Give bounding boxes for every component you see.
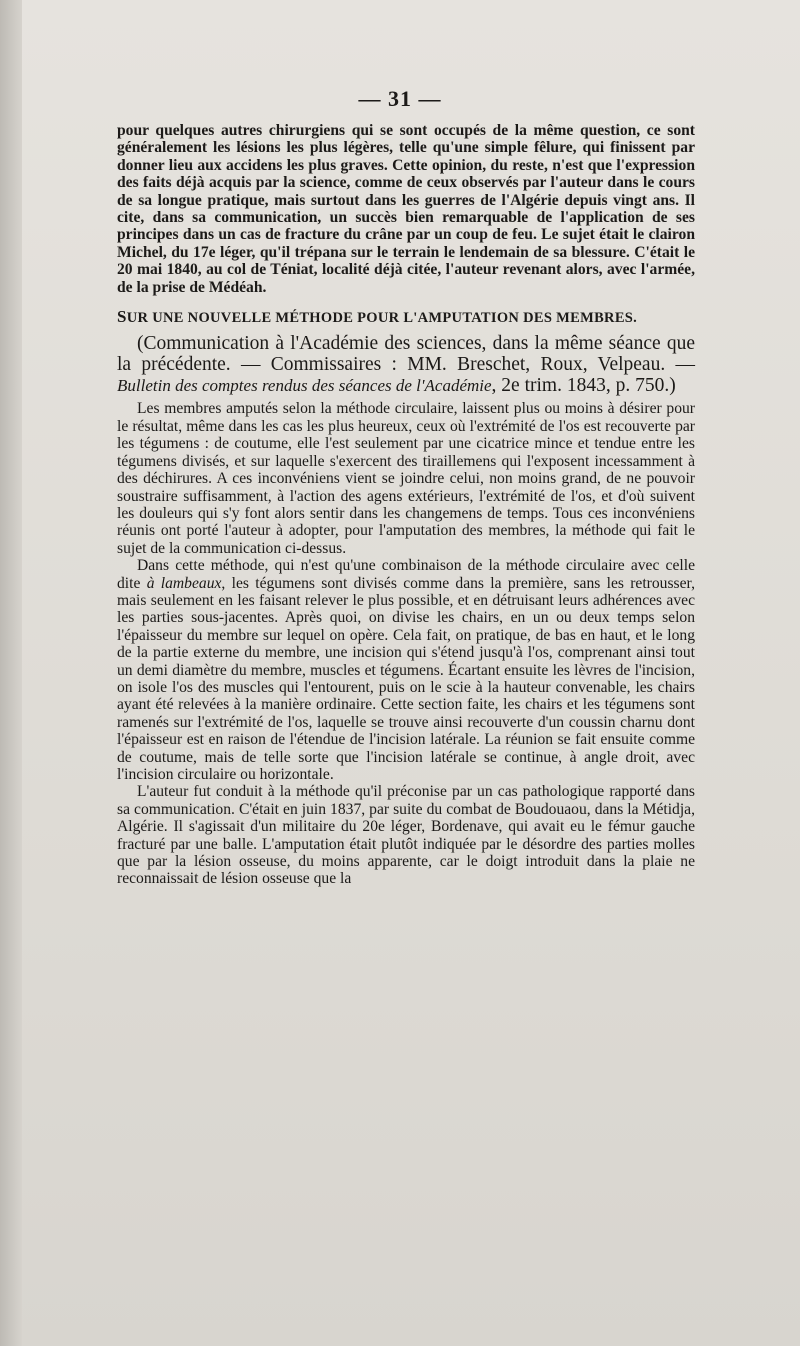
page-left-edge <box>0 0 22 1346</box>
communication-plain: (Communication à l'Académie des sciences, dans la même séance que la précédente. — Commissaires : MM. Breschet, Roux, Velpeau. — <box>117 333 695 376</box>
communication-tail: , 2e trim. 1843, p. 750.) <box>491 375 676 397</box>
section-heading <box>117 308 695 327</box>
heading-text: UR UNE NOUVELLE MÉTHODE POUR L'AMPUTATION DES MEMBRES. <box>126 310 638 327</box>
communication-note <box>117 333 695 396</box>
paragraph-method-description <box>117 557 695 783</box>
paragraph-continuation: pour quelques autres chirurgiens qui se sont occupés de la même question, ce sont généralement les lésions les plus légères, telle qu'une simple fêlure, qui finissent par donner lieu aux accidens les plus graves. Cette opinion, du reste, n'est que l'expression des faits déjà acquis par la science, comme de ceux observés par l'auteur dans le cours de sa longue pratique, mais surtout dans les guerres de l'Algérie depuis vingt ans. Il cite, dans sa communication, un succès bien remarquable de l'application de ses principes dans un cas de fracture du crâne par un coup de feu. Le sujet était le clairon Michel, du 17e léger, qu'il trépana sur le terrain le lendemain de sa blessure. C'était le 20 mai 1840, au col de Téniat, localité déjà citée, l'auteur revenant alors, avec l'armée, de la prise de Médéah. <box>117 122 695 296</box>
paragraph-method-issues: Les membres amputés selon la méthode circulaire, laissent plus ou moins à désirer pour le résultat, même dans les cas les plus heureux, ceux où l'extrémité de l'os est recouverte par les tégumens : de coutume, elle l'est seulement par une cicatrice mince et tendue entre les tégumens divisés, et sur laquelle s'exercent des tiraillemens qui l'exposent incessamment à des déchirures. A ces inconvéniens vient se joindre celui, non moins grand, de ne pouvoir soustraire suffisamment, à l'action des agens extérieurs, l'extrémité de l'os, et d'où suivent les douleurs qui s'y font alors sentir dans les changemens de temps. Tous ces inconvéniens réunis ont porté l'auteur à adopter, pour l'amputation des membres, la méthode qui fait le sujet de la communication ci-dessus. <box>117 400 695 557</box>
para3-rest: , les tégumens sont divisés comme dans la première, sans les retrousser, mais seulement en les faisant relever le plus possible, et en détruisant leurs adhérences avec les parties sous-jacentes. Après quoi, on divise les chairs, en un ou deux temps selon l'épaisseur du membre sur lequel on opère. Cela fait, on pratique, de bas en haut, et le long de la partie externe du membre, une incision qui s'étend jusqu'à l'os, comprenant ainsi tout un demi diamètre du membre, muscles et tégumens. Écartant ensuite les lèvres de l'incision, on isole l'os des muscles qui l'entourent, puis on le scie à la hauteur convenable, les chairs ayant été relevées à la manière ordinaire. Cette section faite, les chairs et les tégumens sont ramenés sur l'extrémité de l'os, laquelle se trouve ainsi recouverte d'un coussin charnu dont l'épaisseur est en raison de l'étendue de l'incision latérale. La réunion se fait ensuite comme de coutume, mais de telle sorte que l'incision latérale se continue, à angle droit, avec l'incision circulaire ou horizontale. <box>117 574 695 783</box>
communication-italic: Bulletin des comptes rendus des séances de l'Académie <box>117 376 492 396</box>
text-column <box>117 122 695 888</box>
heading-initial: S <box>117 307 127 327</box>
page-number: — 31 — <box>358 86 442 111</box>
paragraph-case-report: L'auteur fut conduit à la méthode qu'il préconise par un cas pathologique rapporté dans sa communication. C'était en juin 1837, par suite du combat de Boudouaou, dans la Métidja, Algérie. Il s'agissait d'un militaire du 20e léger, Bordenave, qui avait eu le fémur gauche fracturé par une balle. L'amputation était plutôt indiquée par le désordre des parties molles que par la lésion osseuse, du moins apparente, car le doigt introduit dans la plaie ne reconnaissait de lésion osseuse que la <box>117 783 695 888</box>
para3-start: Dans cette méthode, qui n'est qu'une combinaison de la méthode circulaire avec celle dite <box>117 557 695 592</box>
para3-italic: à lambeaux <box>146 574 222 592</box>
